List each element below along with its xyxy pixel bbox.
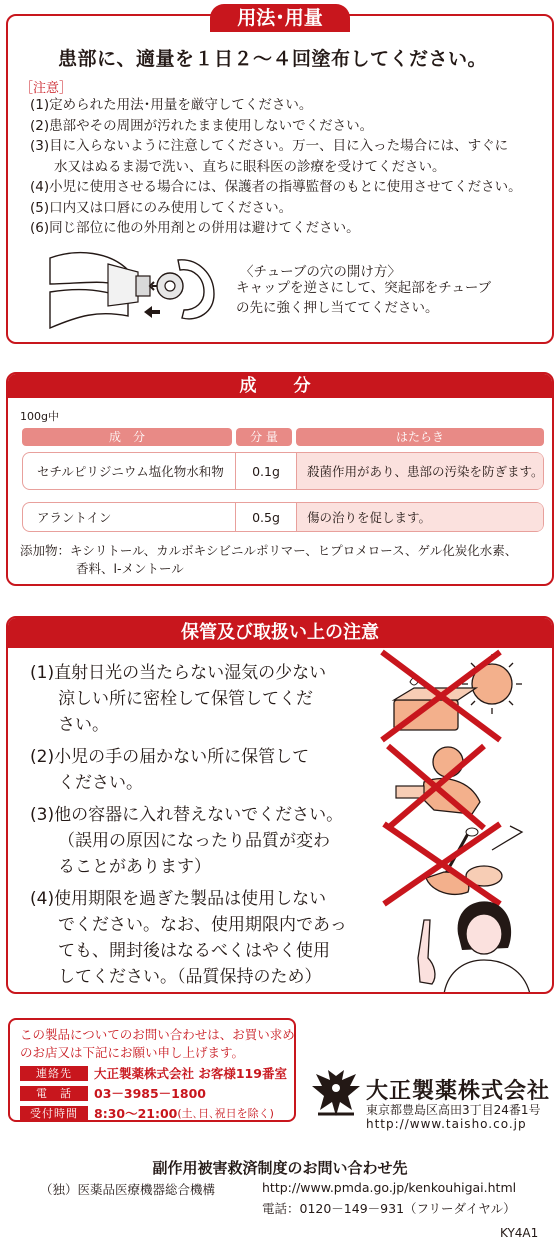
eagle-logo-icon <box>310 1068 362 1120</box>
caution-list <box>30 95 522 239</box>
no-sunlight-illustration <box>380 648 530 744</box>
storage-line: （誤用の原因になったり品質が変わ <box>58 831 330 851</box>
ingredient-amount: 0.1g <box>235 453 297 489</box>
caution-item: (4)小児に使用させる場合には、保護者の指導監督のもとに使用させてください。 <box>30 179 522 195</box>
storage-line: してください。（品質保持のため） <box>58 967 322 987</box>
company-url[interactable]: http://www.taisho.co.jp <box>366 1117 527 1131</box>
storage-line: (3)他の容器に入れ替えないでください。 <box>30 805 344 825</box>
storage-line: さい。 <box>58 715 109 735</box>
ingredient-row <box>22 452 544 490</box>
storage-item <box>30 886 347 990</box>
ingredients-title: 成 分 <box>8 374 552 398</box>
ingredient-name: セチルピリジニウム塩化物水和物 <box>37 464 224 479</box>
caution-heading: ［注意］ <box>20 81 73 96</box>
relief-url[interactable]: http://www.pmda.go.jp/kenkouhigai.html <box>262 1180 517 1195</box>
hours-row <box>20 1104 274 1120</box>
additives-line: 香料、l-メントール <box>76 561 184 576</box>
storage-section <box>6 616 554 994</box>
caution-item: (5)口内又は口唇にのみ使用してください。 <box>30 199 293 216</box>
tube-instruction-text <box>236 278 491 318</box>
tube-opening-illustration <box>48 240 218 335</box>
product-code: KY4A1 <box>500 1226 539 1240</box>
phone-row <box>20 1084 206 1100</box>
header-effect: はたらき <box>296 428 544 446</box>
ingredient-effect: 殺菌作用があり、患部の汚染を防ぎます。 <box>297 453 543 489</box>
woman-pointing-illustration <box>404 890 548 994</box>
contact-intro-line: この製品についてのお問い合わせは、お買い求め <box>20 1027 295 1042</box>
header-amount: 分 量 <box>236 428 292 446</box>
tube-line: の先に強く押し当ててください。 <box>236 300 439 316</box>
storage-line: ください。 <box>58 773 143 793</box>
contact-label: 連絡先 <box>20 1066 88 1081</box>
contact-value: 大正製薬株式会社 お客様119番室 <box>94 1066 287 1081</box>
storage-title: 保管及び取扱い上の注意 <box>8 618 552 648</box>
storage-line: でください。なお、使用期限内であっ <box>58 915 347 935</box>
contact-intro-line: のお店又は下記にお願い申し上げます。 <box>20 1045 245 1060</box>
ingredient-name: アラントイン <box>37 510 112 525</box>
storage-line: (2)小児の手の届かない所に保管して <box>30 747 310 767</box>
relief-title: 副作用被害救済制度のお問い合わせ先 <box>152 1159 408 1177</box>
ingredient-effect: 傷の治りを促します。 <box>297 503 543 531</box>
storage-line: ることがあります） <box>58 857 211 877</box>
contact-box <box>8 1018 296 1122</box>
hours-label: 受付時間 <box>20 1106 88 1121</box>
company-address: 東京都豊島区高田3丁目24番1号 <box>366 1103 541 1117</box>
storage-line: (4)使用期限を過ぎた製品は使用しない <box>30 889 327 909</box>
usage-title: 用法･用量 <box>210 4 350 32</box>
relief-phone: 電話：0120－149－931（フリーダイヤル） <box>262 1201 516 1216</box>
additives-line: 添加物：キシリトール、カルボキシビニルポリマー、ヒプロメロース、ゲル化炭化水素、 <box>20 543 518 558</box>
caution-item: (2)患部やその周囲が汚れたまま使用しないでください。 <box>30 117 374 134</box>
contact-row <box>20 1064 287 1080</box>
additives <box>20 542 517 578</box>
storage-line: ても、開封後はなるべくはやく使用 <box>58 941 330 961</box>
storage-item <box>30 744 347 796</box>
relief-organization: （独）医薬品医療機器総合機構 <box>40 1182 216 1197</box>
caution-item: (6)同じ部位に他の外用剤との併用は避けてください。 <box>30 220 360 236</box>
storage-item <box>30 802 347 880</box>
ingredients-section <box>6 372 554 586</box>
storage-line: (1)直射日光の当たらない湿気の少ない <box>30 663 327 683</box>
phone-value[interactable]: 03－3985－1800 <box>94 1086 206 1101</box>
phone-label: 電 話 <box>20 1086 88 1101</box>
caution-item: (3)目に入らないように注意してください。万一、目に入った場合には、すぐに <box>30 138 509 154</box>
hours-note: (土､日､祝日を除く) <box>177 1107 274 1120</box>
hours-value: 8:30～21:00 <box>94 1106 178 1121</box>
tube-line: キャップを逆さにして、突起部をチューブ <box>236 280 492 296</box>
contact-intro <box>20 1026 295 1062</box>
tube-instruction-title: 〈チューブの穴の開け方〉 <box>240 264 401 280</box>
storage-list <box>30 660 347 994</box>
caution-item: (1)定められた用法･用量を厳守してください。 <box>30 97 313 113</box>
header-ingredient: 成 分 <box>22 428 232 446</box>
ingredient-row <box>22 502 544 532</box>
ingredient-amount: 0.5g <box>235 503 297 531</box>
company-name: 大正製薬株式会社 <box>366 1079 551 1104</box>
storage-item <box>30 660 347 738</box>
usage-instruction: 患部に、適量を１日２～４回塗布してください。 <box>58 48 488 70</box>
unit-label: 100g中 <box>20 410 59 423</box>
storage-line: 涼しい所に密栓して保管してくだ <box>58 689 313 709</box>
caution-item: 水又はぬるま湯で洗い、直ちに眼科医の診療を受けてください。 <box>54 158 446 175</box>
